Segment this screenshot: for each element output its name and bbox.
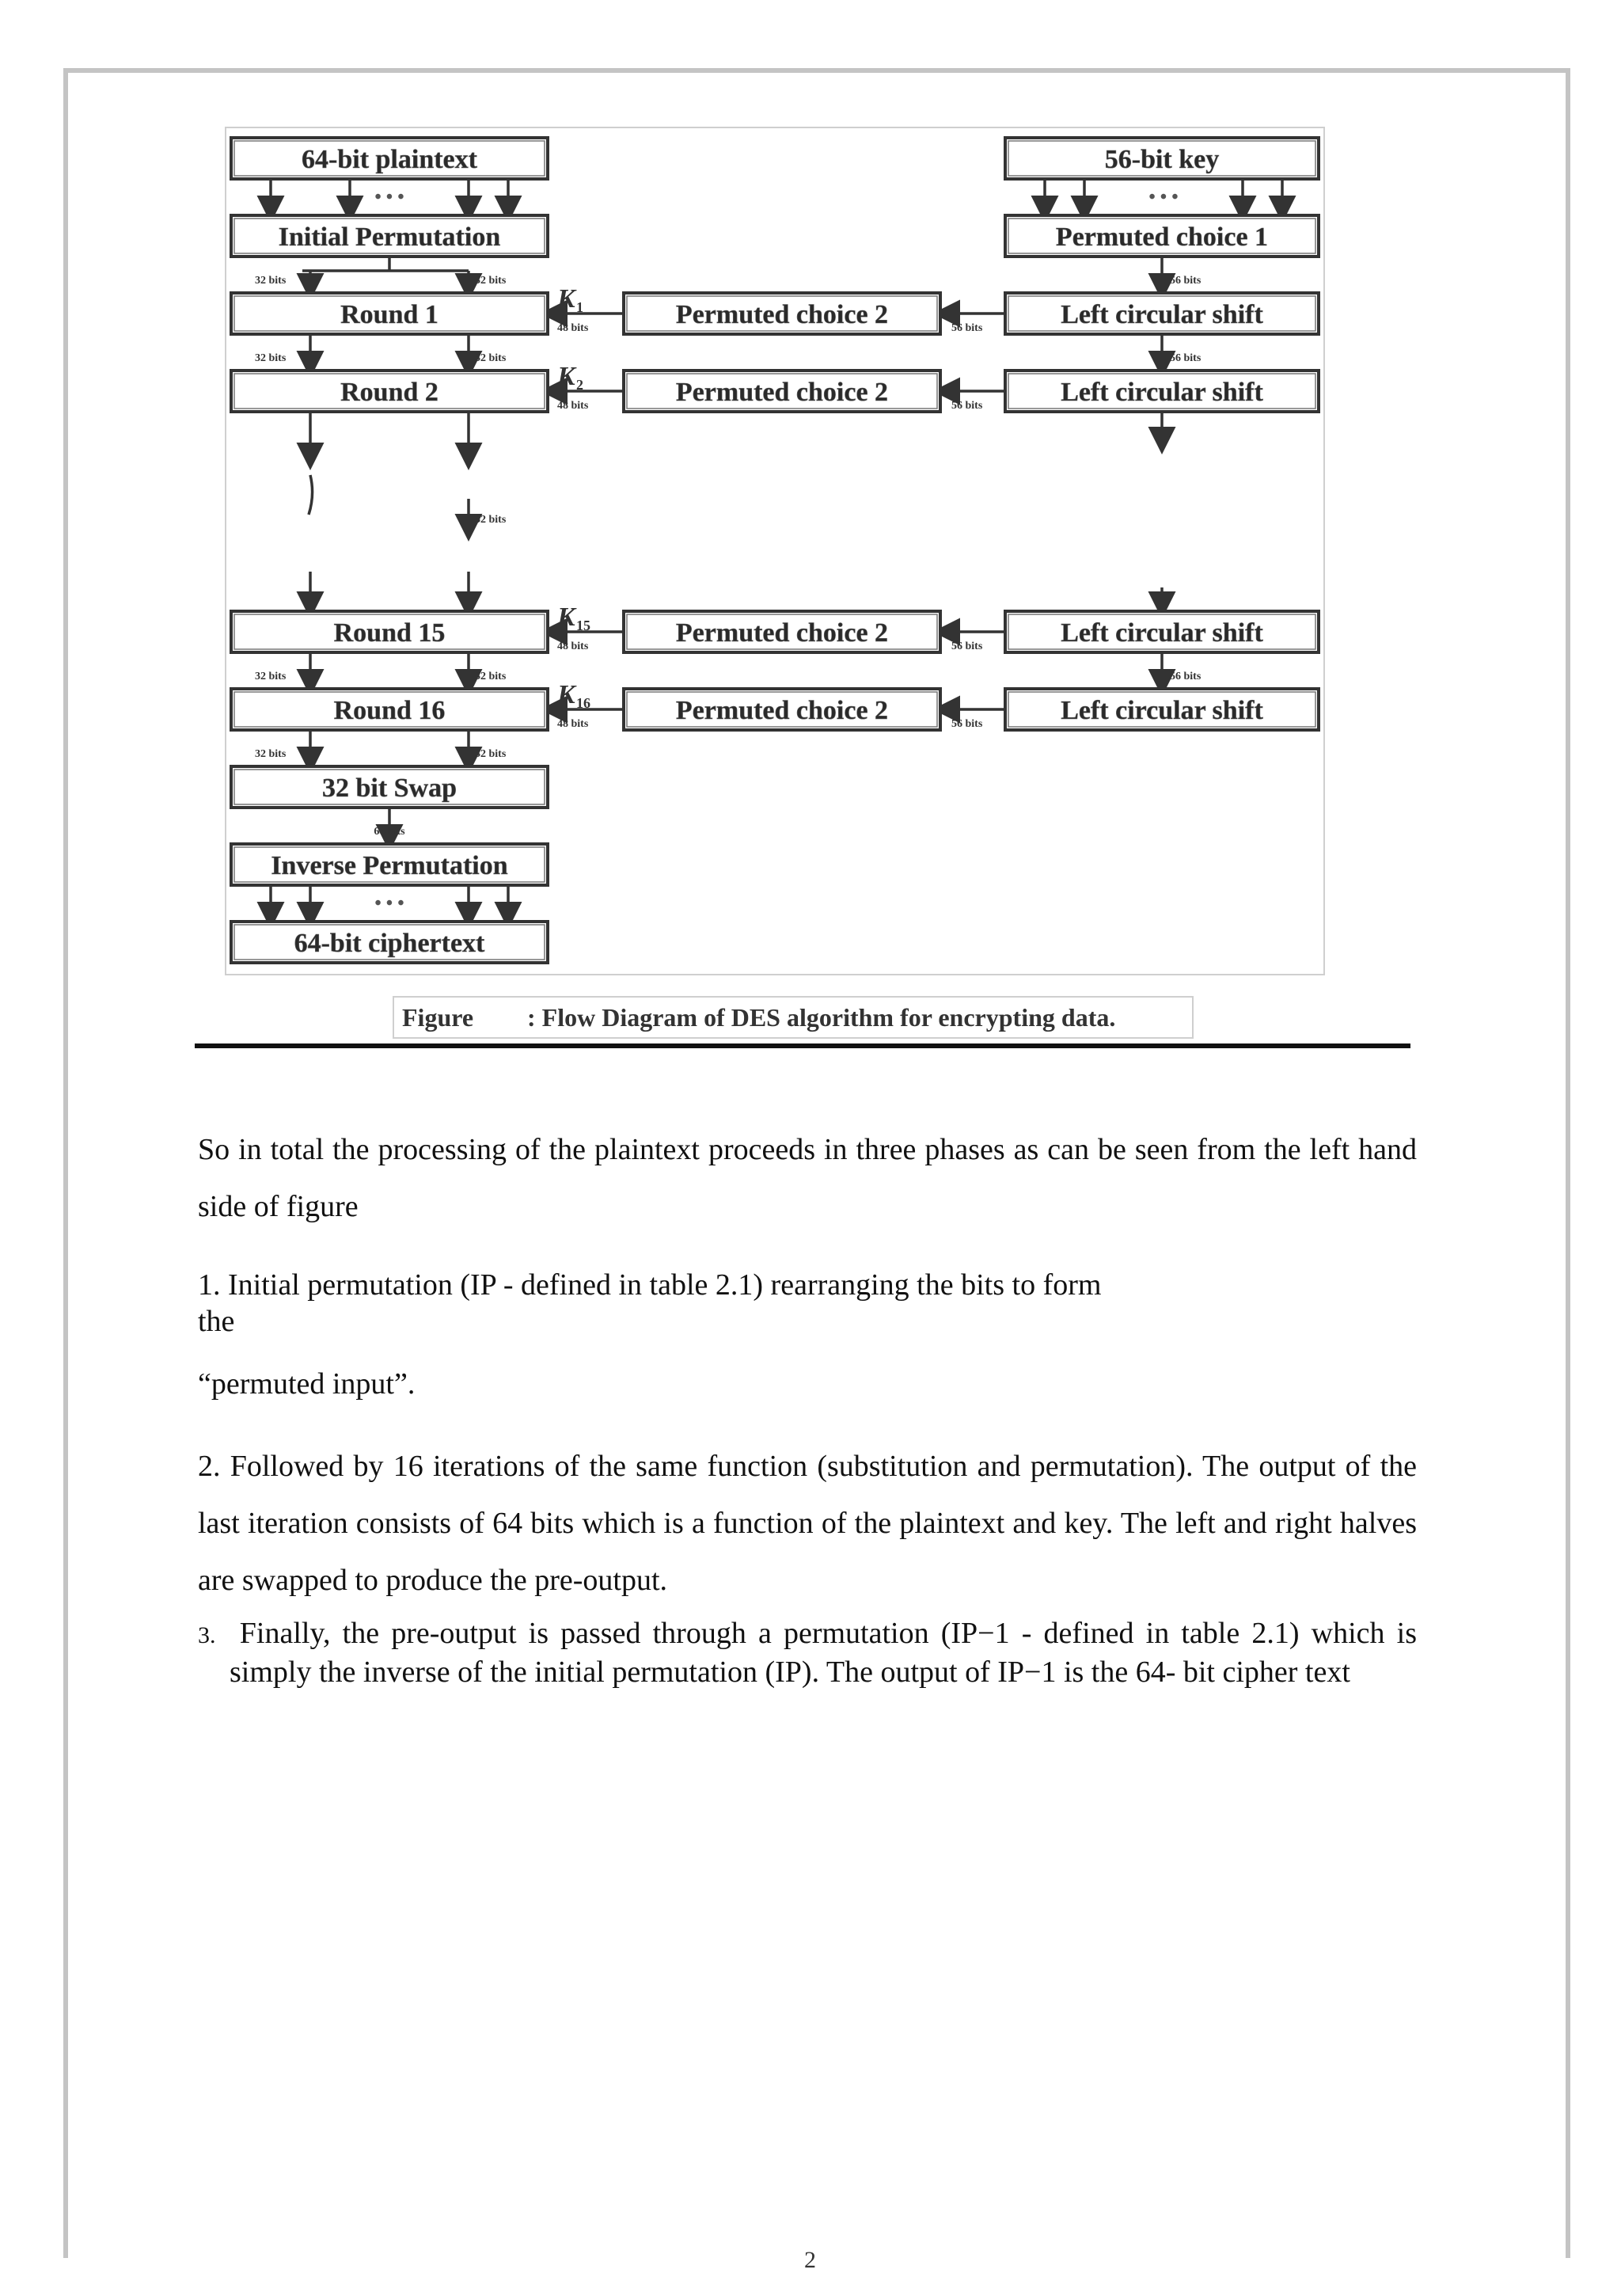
node-pc2_15 [624, 611, 940, 652]
node-round15 [231, 611, 548, 652]
node-label-round15: Round 15 [333, 618, 446, 648]
node-pc1 [1005, 215, 1319, 257]
node-ip [231, 215, 548, 257]
subkey-index-2: 15 [576, 618, 590, 633]
item1-tail: the [198, 1305, 235, 1338]
plaintext-ellipsis: • • • [374, 187, 404, 207]
node-swap [231, 766, 548, 808]
bits-label-pc2-in-1: 56 bits [951, 400, 983, 412]
bits-label-swap-right: 32 bits [475, 748, 507, 760]
node-label-lcs1: Left circular shift [1061, 300, 1263, 329]
subkey-label-0: K [557, 284, 575, 314]
node-round2 [231, 371, 548, 412]
item1-continuation: “permuted input”. [198, 1367, 416, 1401]
node-ciphertext [231, 922, 548, 963]
subkey-label-3: K [557, 680, 575, 709]
node-label-pc2_15: Permuted choice 2 [675, 618, 889, 648]
bits-label-k-2: 48 bits [557, 641, 589, 652]
bits-label-lcs1: 56 bits [1170, 352, 1202, 364]
node-pc2_1 [624, 293, 940, 334]
node-inv_ip [231, 844, 548, 885]
node-lcs15 [1005, 611, 1319, 652]
figure-caption [393, 996, 1194, 1039]
bits-label-r2-right: 32 bits [475, 352, 507, 364]
node-round1 [231, 293, 548, 334]
bits-label-r16-left: 32 bits [255, 671, 287, 682]
bits-label-r16-right: 32 bits [475, 671, 507, 682]
node-lcs2 [1005, 371, 1319, 412]
node-lcs16 [1005, 689, 1319, 730]
diagram-nodes [231, 138, 1319, 963]
node-lcs1 [1005, 293, 1319, 334]
item3-paragraph [198, 1615, 1417, 1690]
item3-number: 3. [198, 1622, 216, 1648]
node-label-lcs15: Left circular shift [1061, 618, 1263, 648]
node-label-ip: Initial Permutation [278, 222, 501, 252]
item1-line [198, 1267, 1417, 1340]
node-label-lcs16: Left circular shift [1061, 696, 1263, 725]
item1-text: 1. Initial permutation (IP - defined in table 2.1) rearranging the bits to form [198, 1268, 1102, 1302]
bits-label-k-1: 48 bits [557, 400, 589, 412]
node-label-key: 56-bit key [1104, 145, 1220, 174]
ellipsis-squiggle [309, 475, 313, 515]
node-label-plaintext: 64-bit plaintext [302, 145, 477, 174]
bits-label-mid-right: 32 bits [475, 514, 507, 526]
node-label-round16: Round 16 [333, 696, 446, 725]
subkey-index-1: 2 [576, 377, 583, 393]
subkey-label-2: K [557, 603, 575, 632]
node-label-swap: 32 bit Swap [321, 774, 457, 803]
node-label-pc2_16: Permuted choice 2 [675, 696, 889, 725]
node-label-pc1: Permuted choice 1 [1055, 222, 1269, 252]
bits-label-pc2-in-0: 56 bits [951, 322, 983, 334]
bits-label-pc2-in-2: 56 bits [951, 641, 983, 652]
node-label-lcs2: Left circular shift [1061, 378, 1263, 407]
caption-text: : Flow Diagram of DES algorithm for encrypting data. [527, 1003, 1116, 1032]
des-flow-diagram [225, 127, 1325, 975]
subkey-index-0: 1 [576, 299, 583, 315]
bits-label-r2-left: 32 bits [255, 352, 287, 364]
node-label-ciphertext: 64-bit ciphertext [294, 929, 485, 958]
bits-label-r1-left: 32 bits [255, 275, 287, 287]
bits-label-r1-right: 32 bits [475, 275, 507, 287]
item3-text: Finally, the pre-output is passed through a permutation (IP−1 - defined in table 2.1) which is simply the inverse of the initial permutation (IP). The output of IP−1 is the 64- bit cipher text [230, 1617, 1418, 1689]
caption-prefix: Figure [402, 1003, 474, 1032]
bits-label-pc2-in-3: 56 bits [951, 718, 983, 730]
des-diagram-canvas [226, 128, 1323, 974]
page-number: 2 [804, 2247, 816, 2273]
node-round16 [231, 689, 548, 730]
node-pc2_2 [624, 371, 940, 412]
subkey-label-1: K [557, 362, 575, 391]
key-ellipsis: • • • [1148, 187, 1179, 207]
node-label-pc2_2: Permuted choice 2 [675, 378, 889, 407]
item2-paragraph: 2. Followed by 16 iterations of the same function (substitution and permutation). The output of the last iteration consists of 64 bits which is a function of the plaintext and key. The left and right halves are swapped to produce the pre-output. [198, 1450, 1417, 1597]
node-pc2_16 [624, 689, 940, 730]
intro-paragraph: So in total the processing of the plaintext proceeds in three phases as can be seen from the left hand side of figure [198, 1133, 1417, 1223]
bits-label-swap-out: 64 bits [374, 826, 405, 838]
node-label-pc2_1: Permuted choice 2 [675, 300, 889, 329]
node-plaintext [231, 138, 548, 179]
node-label-round1: Round 1 [340, 300, 438, 329]
bits-label-k-3: 48 bits [557, 718, 589, 730]
subkey-index-3: 16 [576, 695, 590, 711]
node-key [1005, 138, 1319, 179]
horizontal-rule [195, 1043, 1410, 1048]
node-label-round2: Round 2 [340, 378, 438, 407]
cipher-ellipsis: • • • [374, 893, 404, 914]
node-label-inv_ip: Inverse Permutation [271, 851, 508, 880]
bits-label-lcs15: 56 bits [1170, 671, 1202, 682]
bits-label-swap-left: 32 bits [255, 748, 287, 760]
bits-label-pc1: 56 bits [1170, 275, 1202, 287]
bits-label-k-0: 48 bits [557, 322, 589, 334]
